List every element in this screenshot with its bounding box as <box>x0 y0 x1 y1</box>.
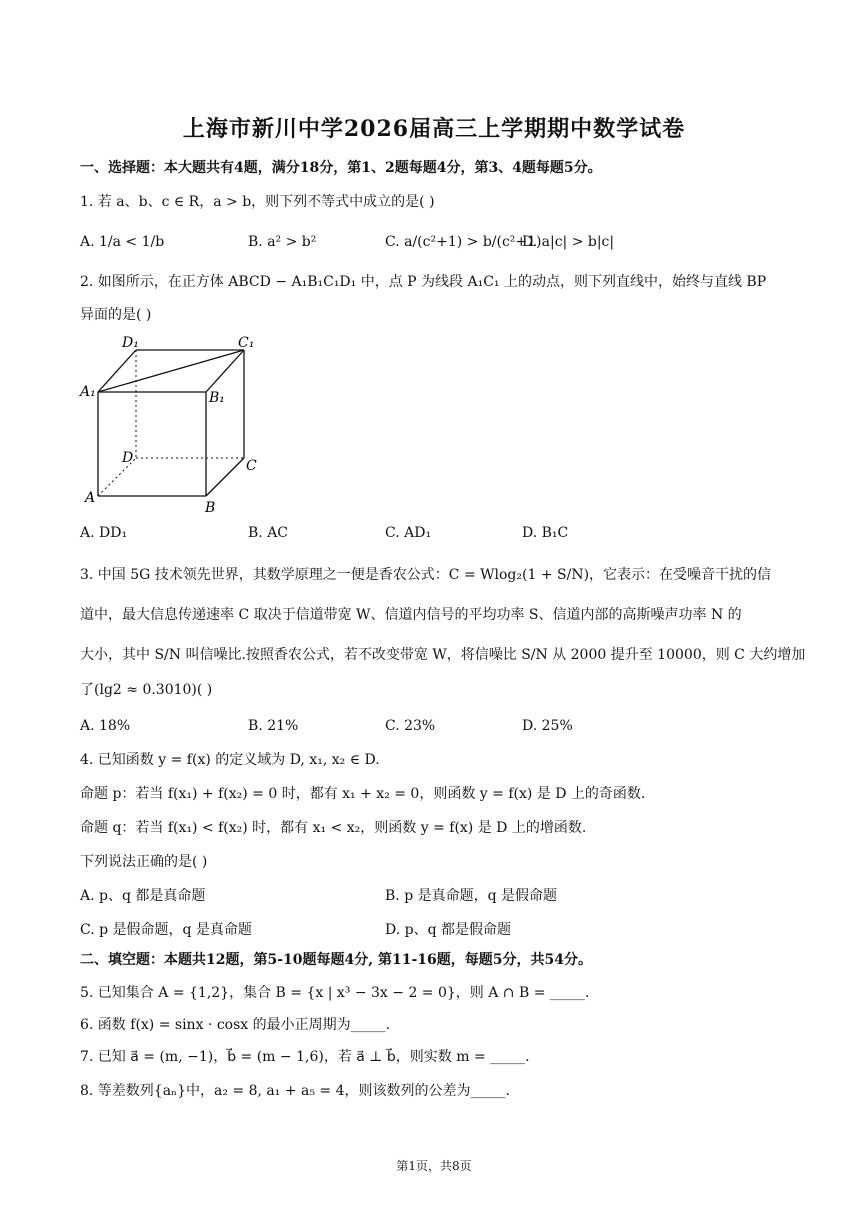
question-8: 8. 等差数列{aₙ}中，a₂ = 8, a₁ + a₅ = 4，则该数列的公差为_____. <box>80 1083 510 1099</box>
page-title: 上海市新川中学2026届高三上学期期中数学试卷 <box>182 116 686 142</box>
question-3-line4: 了(lg2 ≈ 0.3010)( ) <box>80 682 213 698</box>
question-2-stem-line2: 异面的是( ) <box>80 307 152 323</box>
section-1-header: 一、选择题：本大题共有4题，满分18分，第1、2题每题4分，第3、4题每题5分。 <box>80 160 602 176</box>
q4-option-a: A. p、q 都是真命题 <box>80 888 206 904</box>
q3-option-b: B. 21% <box>248 718 299 734</box>
question-4-line3: 命题 q：若当 f(x₁) < f(x₂) 时，都有 x₁ < x₂，则函数 y = f(x) 是 D 上的增函数. <box>80 820 587 836</box>
q2-option-d: D. B₁C <box>522 525 569 541</box>
label-c: C <box>246 458 257 474</box>
question-3-line2: 道中，最大信息传递速率 C 取决于信道带宽 W、信道内信号的平均功率 S、信道内部的高斯噪声功率 N 的 <box>80 607 742 623</box>
question-5: 5. 已知集合 A = {1,2}，集合 B = {x | x³ − 3x − 2 = 0}，则 A ∩ B = _____. <box>80 985 590 1001</box>
question-4-line2: 命题 p：若当 f(x₁) + f(x₂) = 0 时，都有 x₁ + x₂ = 0，则函数 y = f(x) 是 D 上的奇函数. <box>80 786 646 802</box>
q2-option-b: B. AC <box>248 525 289 541</box>
q3-option-d: D. 25% <box>522 718 573 734</box>
label-a: A <box>85 490 96 506</box>
question-7: 7. 已知 a⃗ = (m, −1)，b⃗ = (m − 1,6)，若 a⃗ ⊥ b⃗，则实数 m = _____. <box>80 1049 530 1065</box>
question-4-line4: 下列说法正确的是( ) <box>80 854 208 870</box>
q1-option-b: B. a² > b² <box>248 234 317 250</box>
q2-option-a: A. DD₁ <box>80 525 128 541</box>
section-2-header: 二、填空题：本题共12题，第5-10题每题4分, 第11-16题，每题5分，共54分。 <box>80 952 593 968</box>
label-b: B <box>205 500 216 515</box>
q4-option-c: C. p 是假命题，q 是真命题 <box>80 922 252 938</box>
question-4-line1: 4. 已知函数 y = f(x) 的定义域为 D, x₁, x₂ ∈ D. <box>80 752 380 768</box>
q2-option-c: C. AD₁ <box>385 525 432 541</box>
label-d: D <box>122 450 134 466</box>
question-1-stem: 1. 若 a、b、c ∈ R，a > b，则下列不等式中成立的是( ) <box>80 194 435 210</box>
question-2-stem-line1: 2. 如图所示，在正方体 ABCD − A₁B₁C₁D₁ 中，点 P 为线段 A₁C₁ 上的动点，则下列直线中，始终与直线 BP <box>80 274 767 290</box>
q1-option-c: C. a/(c²+1) > b/(c²+1) <box>385 234 542 250</box>
q4-option-d: D. p、q 都是假命题 <box>385 922 511 938</box>
q1-option-a: A. 1/a < 1/b <box>80 234 165 250</box>
q1-option-d: D. a|c| > b|c| <box>522 234 615 250</box>
question-3-line1: 3. 中国 5G 技术领先世界，其数学原理之一便是香农公式：C = Wlog₂(1 + S/N)，它表示：在受噪音干扰的信 <box>80 567 772 583</box>
page-footer: 第1页，共8页 <box>396 1159 472 1173</box>
question-6: 6. 函数 f(x) = sinx · cosx 的最小正周期为_____. <box>80 1017 391 1033</box>
q3-option-a: A. 18% <box>80 718 131 734</box>
question-3-line3: 大小，其中 S/N 叫信噪比.按照香农公式，若不改变带宽 W，将信噪比 S/N 从 2000 提升至 10000，则 C 大约增加 <box>80 647 806 663</box>
cube-figure <box>78 330 268 515</box>
label-a1: A₁ <box>80 384 96 400</box>
q3-option-c: C. 23% <box>385 718 436 734</box>
label-d1: D₁ <box>122 335 139 351</box>
q4-option-b: B. p 是真命题，q 是假命题 <box>385 888 558 904</box>
label-c1: C₁ <box>238 335 255 351</box>
label-b1: B₁ <box>209 390 225 406</box>
